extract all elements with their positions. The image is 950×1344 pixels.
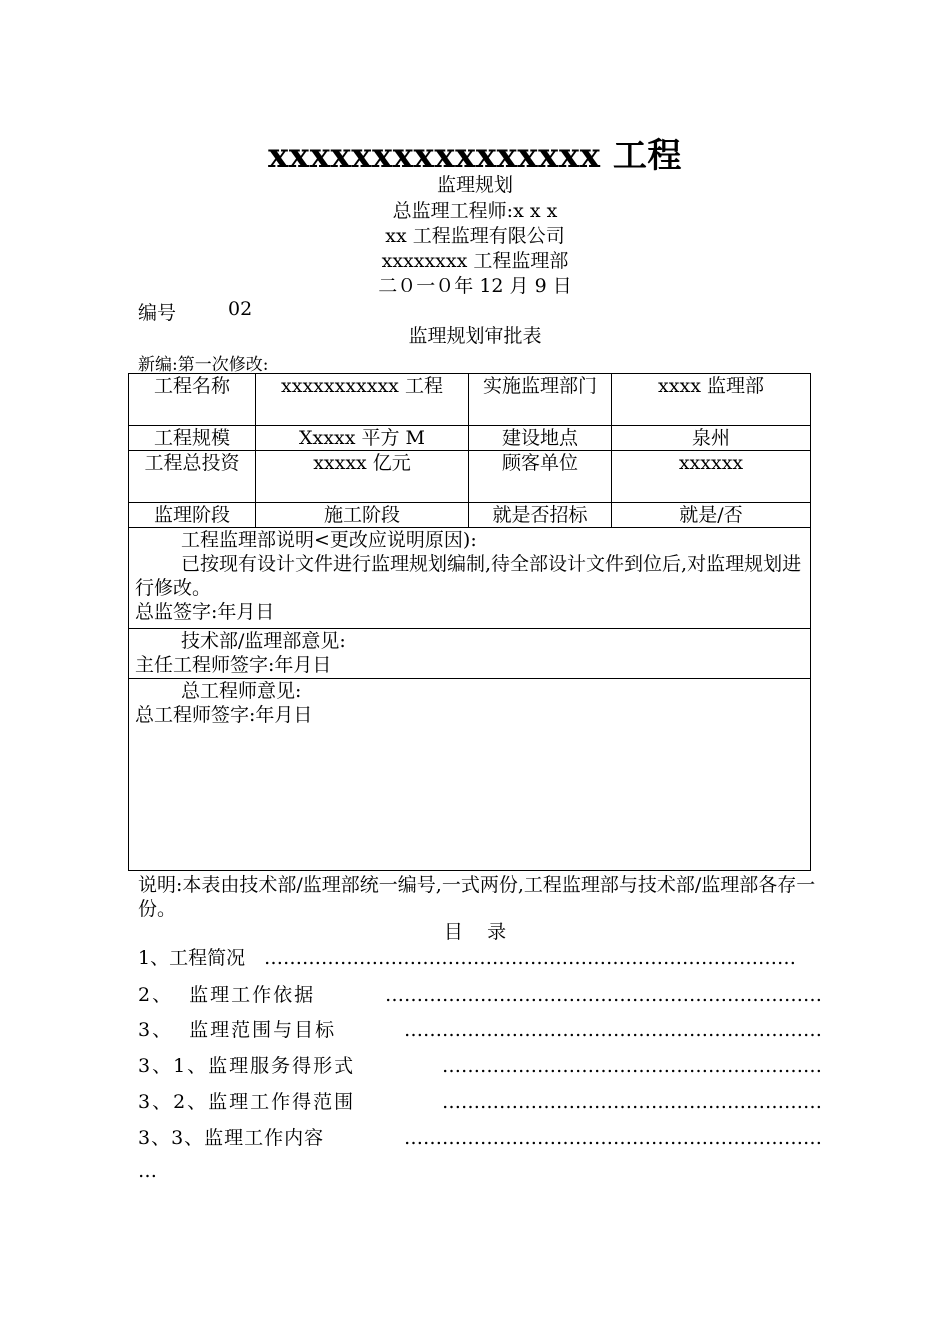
section-2-cell: [129, 629, 811, 679]
table-cell: Xxxxx 平方 M: [256, 426, 469, 451]
toc-leader-dots: ……………………………………………………: [442, 1055, 822, 1077]
table-cell: 泉州: [612, 426, 811, 451]
doc-number-label: 编号: [138, 302, 177, 324]
toc-item-label: 3、 监理范围与目标: [138, 1019, 342, 1041]
section-1-heading: 工程监理部说明<更改应说明原因):: [181, 529, 477, 551]
company-line: xx 工程监理有限公司: [385, 225, 565, 247]
table-cell: 顾客单位: [469, 451, 612, 503]
table-cell: xxxx 监理部: [612, 374, 811, 426]
toc-item[interactable]: [138, 1125, 822, 1151]
toc-item[interactable]: [138, 1017, 822, 1043]
toc-item-label: 3、2、监理工作得范围: [138, 1091, 361, 1113]
date-line: 二０一０年 12 月 9 日: [378, 275, 572, 297]
toc-leader-dots: …………………………………………………………: [404, 1019, 822, 1041]
document-title: xxxxxxxxxxxxxxxx 工程: [268, 136, 682, 176]
section-1-cell: [129, 528, 811, 629]
table-cell: 实施监理部门: [469, 374, 612, 426]
table-row-section-2: [129, 629, 811, 679]
table-cell: 施工阶段: [256, 503, 469, 528]
table-cell: xxxxxxxxxxx 工程: [256, 374, 469, 426]
toc-leader-dots: ……………………………………………………………: [385, 984, 822, 1006]
toc-item[interactable]: [138, 1053, 822, 1079]
table-cell: xxxxxx: [612, 451, 811, 503]
form-title: 监理规划审批表: [408, 325, 542, 347]
doc-number-value: 02: [228, 298, 253, 320]
toc-leader-dots: …………………………………………………………………………: [264, 947, 796, 969]
table-row: [129, 451, 811, 503]
toc-leader-dots: ……………………………………………………: [442, 1091, 822, 1113]
toc-item-label: 3、1、监理服务得形式: [138, 1055, 361, 1077]
toc-title-text: 目 录: [443, 921, 507, 943]
section-3-sign: 总工程师签字:年月日: [135, 704, 313, 726]
toc-item[interactable]: [138, 982, 822, 1008]
table-row: [129, 503, 811, 528]
section-1-body: 已按现有设计文件进行监理规划编制,待全部设计文件到位后,对监理规划进行修改。: [135, 553, 802, 599]
section-2-heading: 技术部/监理部意见:: [181, 630, 346, 652]
toc-item-label: 2、 监理工作依据: [138, 984, 321, 1006]
toc-item-label: 1、工程简况: [138, 947, 251, 969]
table-cell: 就是否招标: [469, 503, 612, 528]
table-cell: 工程名称: [129, 374, 256, 426]
table-cell: 建设地点: [469, 426, 612, 451]
toc-item[interactable]: [138, 945, 822, 971]
toc-trailing-dots: …: [138, 1160, 157, 1182]
approval-form-table: [128, 373, 811, 871]
form-note: 说明:本表由技术部/监理部统一编号,一式两份,工程监理部与技术部/监理部各存一份。: [138, 874, 816, 920]
table-cell: 工程总投资: [129, 451, 256, 503]
table-row: [129, 374, 811, 426]
table-cell: 就是/否: [612, 503, 811, 528]
table-cell: xxxxx 亿元: [256, 451, 469, 503]
table-cell: 工程规模: [129, 426, 256, 451]
toc-title: [0, 920, 950, 945]
table-cell: 监理阶段: [129, 503, 256, 528]
table-row-section-1: [129, 528, 811, 629]
toc-item[interactable]: [138, 1089, 822, 1115]
toc-leader-dots: …………………………………………………………: [404, 1127, 822, 1149]
toc-item-label: 3、3、监理工作内容: [138, 1127, 330, 1149]
edit-note: 新编:第一次修改:: [138, 355, 269, 375]
section-3-heading: 总工程师意见:: [181, 680, 302, 702]
table-row: [129, 426, 811, 451]
section-2-sign: 主任工程师签字:年月日: [135, 654, 332, 676]
table-row-section-3: [129, 679, 811, 871]
section-1-sign: 总监签字:年月日: [135, 601, 275, 623]
section-3-cell: [129, 679, 811, 871]
chief-engineer-line: 总监理工程师:x x x: [392, 200, 558, 222]
document-subtitle: 监理规划: [436, 174, 513, 196]
department-line: xxxxxxxx 工程监理部: [381, 250, 569, 272]
